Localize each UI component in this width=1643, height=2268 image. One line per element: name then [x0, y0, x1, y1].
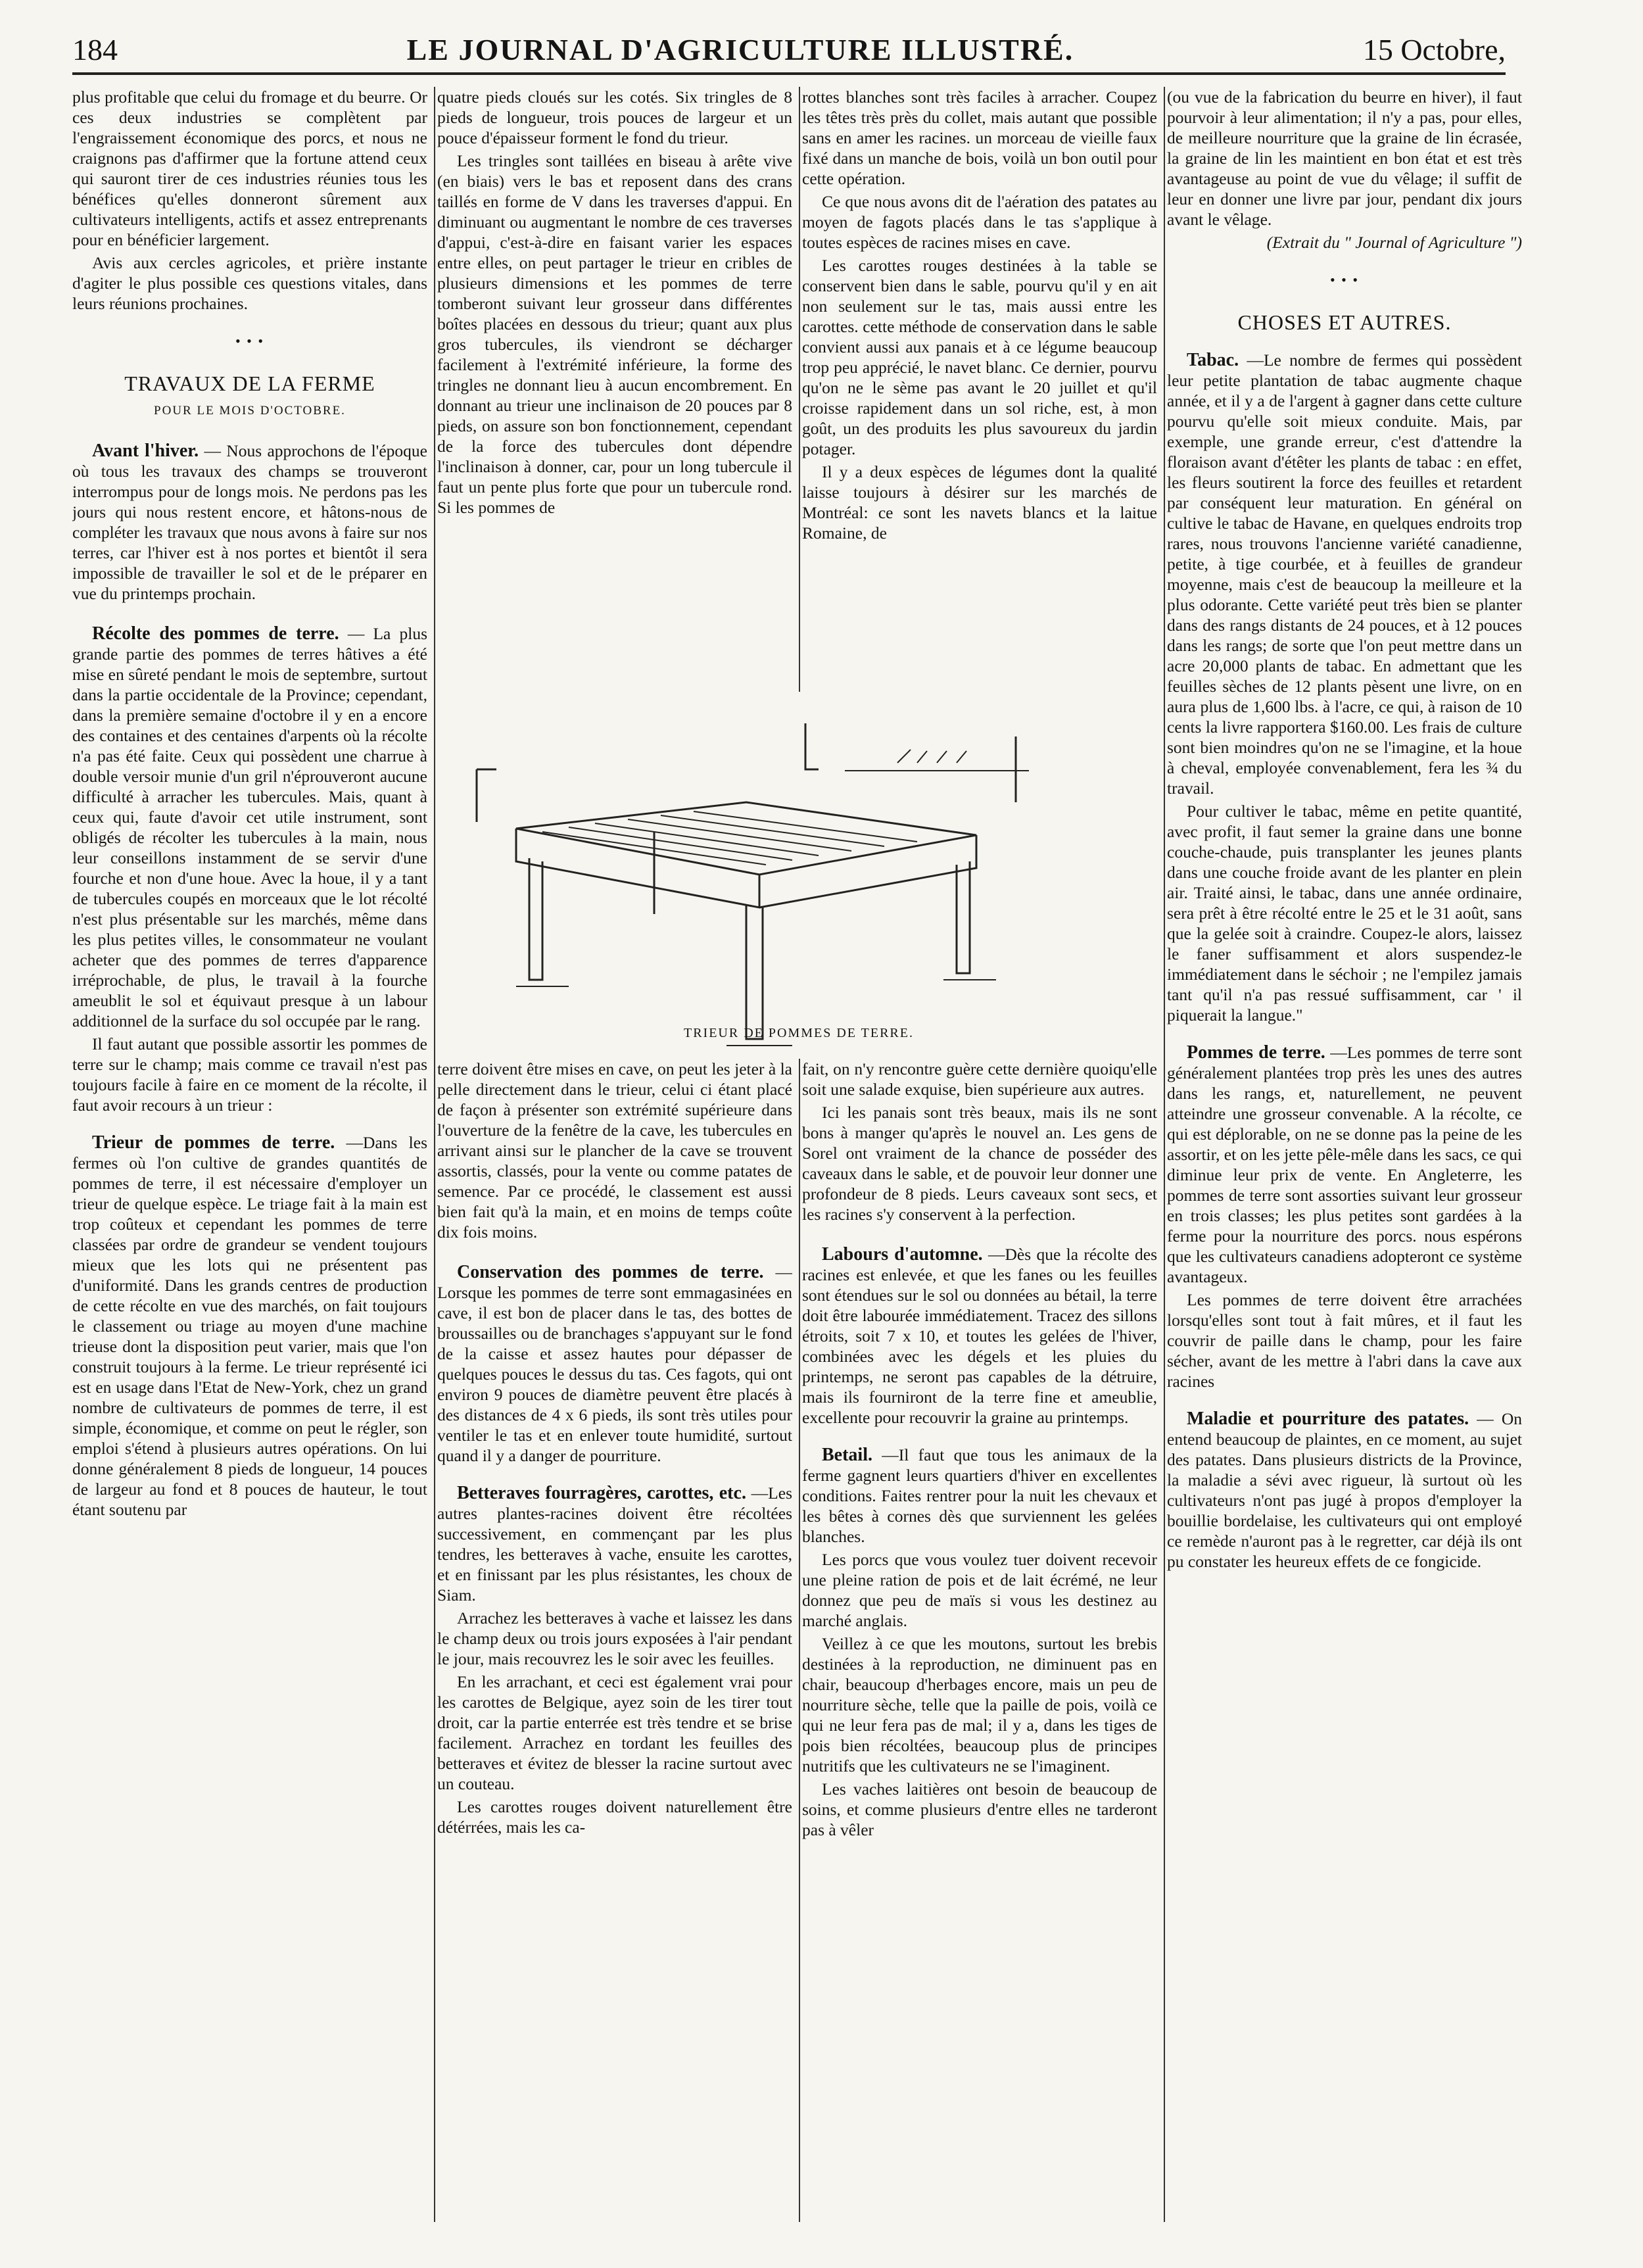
article-heading: Maladie et pourriture des patates. — [1187, 1409, 1469, 1429]
paragraph: terre doivent être mises en cave, on peut les jeter à la pelle directement dans le trieur, celui ci étant placé de façon à présenter son extrémité supérieure dans l'ouverture de la fenêtre de la cave, les tubercules en arrivant ainsi sur le plancher de la cave se trouvent assortis, classés, pour la vente ou comme patates de semence. Par ce procédé, le classement est aussi bien fait qu'à la main, et en moins de temps coûte dix fois moins. — [437, 1059, 792, 1242]
paragraph: Ce que nous avons dit de l'aération des patates au moyen de fagots placés dans le tas s'applique à toutes espèces de racines mises en cave. — [802, 192, 1157, 252]
article-betteraves — [437, 1483, 792, 1605]
paragraph: Les porcs que vous voulez tuer doivent recevoir une pleine ration de pois et de lait écrémé, ne leur donnez que peu de maïs si vous les destinez au marché anglais. — [802, 1550, 1157, 1630]
article-heading: Pommes de terre. — [1187, 1042, 1325, 1063]
article-body: —Dès que la récolte des racines est enlevée, et que les fanes ou les feuilles sont étendues sur le sol ou données au bétail, la terre doit être labourée immédiatement. Tracez des sillons étroits, soit 7 x 10, et toutes les gelées de l'hiver, combinées avec les dégels et les pluies du printemps, ne seront pas capables de la détruire, mais ils fourniront de la terre fine et ameublie, excellente pour recouvrir la graine au printemps. — [802, 1245, 1157, 1427]
article-heading: Betteraves fourragères, carottes, etc. — [457, 1483, 746, 1503]
paragraph: Il faut autant que possible assortir les pommes de terre sur le champ; mais comme ce travail n'est pas toujours facile à faire en ce moment de la récolte, il faut avoir recours à un trieur : — [72, 1034, 427, 1115]
paragraph: Les pommes de terre doivent être arrachées lorsqu'elles sont tout à fait mûres, et il faut les couvrir de paille dans le champ, pour les faire sécher, avant de les mettre à l'abri dans la cave aux racines — [1167, 1290, 1522, 1391]
section-title: TRAVAUX DE LA FERME — [124, 372, 375, 395]
paragraph: Les vaches laitières ont besoin de beaucoup de soins, et comme plusieurs d'entre elles ne tarderont pas à vêler — [802, 1779, 1157, 1839]
source-credit: (Extrait du " Journal of Agriculture ") — [1266, 233, 1522, 252]
paragraph: fait, on n'y rencontre guère cette dernière quoiqu'elle soit une salade exquise, bien supérieure aux autres. — [802, 1059, 1157, 1099]
article-recolte — [72, 623, 427, 1031]
paragraph: Il y a deux espèces de légumes dont la qualité laisse toujours à désirer sur les marchés de Montréal: ce sont les navets blancs et la laitue Romaine, de — [802, 462, 1157, 543]
article-heading: Récolte des pommes de terre. — [92, 623, 339, 644]
ornament-stars: • • • — [235, 333, 265, 349]
article-body: —Les autres plantes-racines doivent être récoltées successivement, en commençant par les plus tendres, les betteraves à vache, ensuite les carottes, et en finissant par les plus résistantes, les choux de Siam. — [437, 1484, 792, 1604]
page-number: 184 — [72, 32, 118, 66]
paragraph: Les tringles sont taillées en biseau à arête vive (en biais) vers le bas et reposent dans des crans taillés en forme de V dans les traverses d'appui. En diminuant ou augmentant le nombre de ces traverses d'appui, c'est-à-dire en faisant varier les espaces entre elles, on peut partager le trieur en cribles de plusieurs dimensions et les pommes de terre tomberont suivant leur grosseur dans différentes boîtes placées en dessous du trieur; quant aux plus gros tubercules, ils viendront se décharger facilement à l'extrémité inférieure, la forme des tringles ne donnant lieu à aucun encombrement. En donnant au trieur une inclinaison de 20 pouces par 8 pieds, on assure son bon fonctionnement, cependant de la force des tubercules dont dépendre l'inclinaison à donner, car, pour un long tubercule il faut un pente plus forte que pour un tubercule rond. Si les pommes de — [437, 151, 792, 517]
section-title: CHOSES ET AUTRES. — [1237, 310, 1452, 334]
article-trieur — [72, 1132, 427, 1520]
ornament-stars: • • • — [1329, 272, 1360, 288]
issue-date: 15 Octobre, — [1362, 32, 1506, 66]
article-labours — [802, 1244, 1157, 1428]
article-body: — Nous approchons de l'époque où tous les travaux des champs se trouveront interrompus pour de longs mois. Ne perdons pas les jours qui nous restent encore, et hâtons-nous de compléter les travaux que nous avons à faire sur nos terres, car l'hiver est à nos portes et bientôt il sera impossible de travailler le sol et de le préparer en vue du printemps prochain. — [72, 441, 427, 603]
column-3-top — [802, 87, 1157, 692]
article-body: — La plus grande partie des pommes de terres hâtives a été mise en sûreté pendant le mois de septembre, surtout dans la partie occidentale de la Province; cependant, dans la première semaine d'octobre il y en a encore des containes et des centaines d'arpents où la récolte n'a pas été faite. Ceux qui possèdent une charrue à double versoir munie d'un gril n'éprouveront aucune difficulté à arracher les tubercules. Mais, quant à ceux qui, faute d'avoir cet utile instrument, sont obligés de récolter les tubercules à la main, nous leur conseillons instamment de se servir d'une fourche et non d'une houe. Avec la houe, il y a tant de tubercules coupés en morceaux que le lot récolté n'est plus présentable sur les marchés, même dans les plus petites villes, le consommateur ne voulant acheter que des pommes de terres d'apparence irréprochable, de plus, le travail à la fourche ameublit le sol et équivaut presque à un labour additionnel de la surface du sol occupée par le rang. — [72, 624, 427, 1030]
article-body: — On entend beaucoup de plaintes, en ce moment, au sujet des patates. Dans plusieurs districts de la Province, la maladie a sévi avec rigueur, là surtout où les cultivateurs n'ont pas jugé à propos d'employer la bouillie bordelaise, les cultivateurs qui ont employé ce remède n'auront pas à le regretter, car déjà ils ont pu constater les heureux effets de ce fongicide. — [1167, 1409, 1522, 1571]
column-3-bottom — [802, 1059, 1157, 2222]
column-divider — [799, 1059, 800, 2222]
column-1 — [72, 87, 427, 2222]
article-body: —Dans les fermes où l'on cultive de grandes quantités de pommes de terre, il est nécessaire d'employer un trieur de quelque espèce. Le triage fait à la main est trop coûteux et cependant les pommes de terre classées par ordre de grandeur se vendent toujours mieux que les lots qui ne présentent pas d'uniformité. Dans les grands centres de production de cette récolte en vue des marchés, on fait toujours le classement ou triage au moyen d'une machine trieuse dont la disposition peut varier, mais que l'on construit toujours à la ferme. Le trieur représenté ici est en usage dans l'Etat de New-York, chez un grand nombre de cultivateurs de pommes de terre, il est simple, économique, et comme on peut le régler, son emploi s'étend à plusieurs autres opérations. On lui donne généralement 8 pieds de longueur, 14 pouces de largeur au fond et 8 pouces de hauteur, le tout étant soutenu par — [72, 1133, 427, 1519]
potato-sorter-icon — [437, 697, 1160, 1065]
paragraph: plus profitable que celui du fromage et du beurre. Or ces deux industries se complètent par l'engraissement économique des porcs, et nous ne craignons pas d'affirmer que la fortune attend ceux qui sauront tirer de ces industries réunies tous les bénéfices qu'elles donneront sûrement aux cultivateurs intelligents, actifs et assez entreprenants pour en bénéficier largement. — [72, 87, 427, 249]
paragraph: Ici les panais sont très beaux, mais ils ne sont bons à manger qu'après le nouvel an. Les gens de Sorel ont vraiment de la chance de posséder des caveaux dans le sable, et de pouvoir leur donner une profondeur de 8 pieds. Leurs caveaux sont secs, et les racines s'y conservent à la perfection. — [802, 1103, 1157, 1224]
column-4 — [1167, 87, 1522, 2222]
article-heading: Avant l'hiver. — [92, 441, 199, 461]
paragraph: Avis aux cercles agricoles, et prière instante d'agiter le plus possible ces questions vitales, dans leurs réunions prochaines. — [72, 253, 427, 313]
paragraph: Les carottes rouges doivent naturellement être détérrées, mais les ca- — [437, 1797, 792, 1837]
article-pommes — [1167, 1042, 1522, 1287]
paragraph: Veillez à ce que les moutons, surtout les brebis destinées à la reproduction, ne diminuent pas en chair, beaucoup d'herbages encore, mais un peu de nourriture sèche, telle que la paille de pois, voilà ce qui ne leur fera pas de mal; il y a, dans les tiges de pois bien récoltées, beaucoup plus de principes nutritifs que les cultivateurs ne se l'imaginent. — [802, 1634, 1157, 1775]
column-divider — [799, 87, 800, 692]
article-body: —Il faut que tous les animaux de la ferme gagnent leurs quartiers d'hiver en excellentes conditions. Faites rentrer pour la nuit les chevaux et les bêtes à cornes dès que surviennent les gelées blanches. — [802, 1445, 1157, 1546]
paragraph: En les arrachant, et ceci est également vrai pour les carottes de Belgique, ayez soin de les tirer tout droit, car la partie enterrée est très tendre et se brise facilement. Arrachez en tordant les feuilles des betteraves et évitez de blesser la racine surtout avec un couteau. — [437, 1672, 792, 1793]
article-heading: Betail. — [822, 1445, 872, 1465]
journal-title: LE JOURNAL D'AGRICULTURE ILLUSTRÉ. — [406, 32, 1074, 66]
paragraph: rottes blanches sont très faciles à arracher. Coupez les têtes très près du collet, mais autant que possible sans en amer les racines. un morceau de vieille faux fixé dans un manche de bois, voilà un bon outil pour cette opération. — [802, 87, 1157, 188]
page-header — [72, 26, 1506, 72]
article-heading: Tabac. — [1187, 350, 1239, 370]
section-subtitle: POUR LE MOIS D'OCTOBRE. — [154, 404, 346, 418]
article-tabac — [1167, 350, 1522, 798]
column-2-top — [437, 87, 792, 692]
article-avant-hiver — [72, 441, 427, 604]
article-betail — [802, 1445, 1157, 1547]
column-divider — [1164, 87, 1165, 2222]
article-body: —Les pommes de terre sont généralement plantées trop près les unes des autres dans les rangs, et, naturellement, ne peuvent atteindre une grosseur convenable. A la récolte, ce qui est déplorable, on ne se donne pas la peine de les assortir, et on les jette pêle-mêle dans les sacs, ce qui diminue leur prix de vente. En Angleterre, les pommes de terre sont assorties suivant leur grosseur en trois classes; les plus petites sont gardées à la ferme pour la nourriture des porcs. nous espérons que les cultivateurs canadiens adopteront ce système avantageux. — [1167, 1043, 1522, 1286]
paragraph: Arrachez les betteraves à vache et laissez les dans le champ deux ou trois jours exposées à l'air pendant le jour, mais recouvrez les le soir avec les feuilles. — [437, 1608, 792, 1668]
article-heading: Conservation des pommes de terre. — [457, 1262, 764, 1282]
article-conservation — [437, 1262, 792, 1466]
article-body: —Le nombre de fermes qui possèdent leur petite plantation de tabac augmente chaque année, et il y a de l'argent à gagner dans cette culture pourvu qu'elle soit mieux conduite. Mais, par exemple, une grande erreur, c'est d'attendre la floraison avant d'étêter les plants de tabac : en effet, les fleurs soutirent la force des feuilles et retardent par conséquent leur maturation. En général on cultive le tabac de Havane, en quelques endroits trop rares, nous trouvons l'ancienne variété canadienne, petite, à tige courbée, et à feuilles de grandeur moyenne, mais c'est de beaucoup la meilleure et la plus odorante. Cette variété peut très bien se planter dans des rangs distants de 24 pouces, et à 12 pouces dans les rangs; de sorte que l'on peut mettre dans un acre 20,000 plants de tabac. En admettant que les feuilles sèches de 12 plants pèsent une livre, on en aura plus de 1,600 lbs. à l'acre, ce qui, à raison de 10 cents la livre rapportera $160.00. Les frais de culture sont bien moindres qu'on ne se l'imagine, et la houe à cheval, employée convenablement, fera les ¾ du travail. — [1167, 350, 1522, 798]
article-heading: Trieur de pommes de terre. — [92, 1132, 335, 1153]
paragraph: quatre pieds cloués sur les cotés. Six tringles de 8 pieds de longueur, trois pouces de largeur et un pouce d'épaisseur forment le fond du trieur. — [437, 87, 792, 147]
article-heading: Labours d'automne. — [822, 1244, 983, 1265]
column-2-bottom — [437, 1059, 792, 2222]
column-divider — [434, 87, 435, 2222]
paragraph: Les carottes rouges destinées à la table se conservent bien dans le sable, pourvu qu'il y en ait non seulement sur le tas, mais aussi entre les carottes. cette méthode de conservation dans le sable convient aussi aux panais et à ce légume beaucoup trop peu apprécié, le navet blanc. Ce dernier, pourvu qu'on ne le sème pas avant le 20 juillet et qu'il croisse rapidement dans un sol riche, est, à mon goût, un des produits les plus savoureux du jardin potager. — [802, 256, 1157, 458]
paragraph: (ou vue de la fabrication du beurre en hiver), il faut pourvoir à leur alimentation; il n'y a pas, pour elles, de meilleure nourriture que la graine de lin écrasée, la graine de lin les maintient en bon état et est très avantageuse au point de vue du vêlage; il suffit de leur en donner une livre par jour, pendant dix jours avant le vêlage. — [1167, 87, 1522, 229]
header-rule — [72, 72, 1506, 75]
article-body: —Lorsque les pommes de terre sont emmagasinées en cave, il est bon de placer dans le tas, des bottes de broussailles ou de branchages s'appuyant sur le fond de la caisse et assez hautes pour dépasser de quelques pouces le dessus du tas. Ces fagots, qui ont environ 9 pouces de diamètre peuvent être placés à des distances de 4 x 6 pieds, ils sont très utiles pour ventiler le tas et en enlever toute humidité, surtout quand il y a danger de pourriture. — [437, 1263, 792, 1465]
article-maladie — [1167, 1409, 1522, 1572]
illustration-caption: TRIEUR DE POMMES DE TERRE. — [684, 1026, 914, 1040]
paragraph: Pour cultiver le tabac, même en petite quantité, avec profit, il faut semer la graine dans une bonne couche-chaude, puis transplanter les jeunes plants dans une couche froide avant de les planter en plein air. Traité ainsi, le tabac, dans une année ordinaire, sera prêt à être récolté entre le 25 et le 31 août, sans que la gelée soit à craindre. Coupez-le alors, laissez le faner suffisamment et alors suspendez-le immédiatement dans le séchoir ; ne l'empilez jamais tant qu'il n'a pas ressué suffisamment, car ' il piquerait la langue." — [1167, 802, 1522, 1025]
